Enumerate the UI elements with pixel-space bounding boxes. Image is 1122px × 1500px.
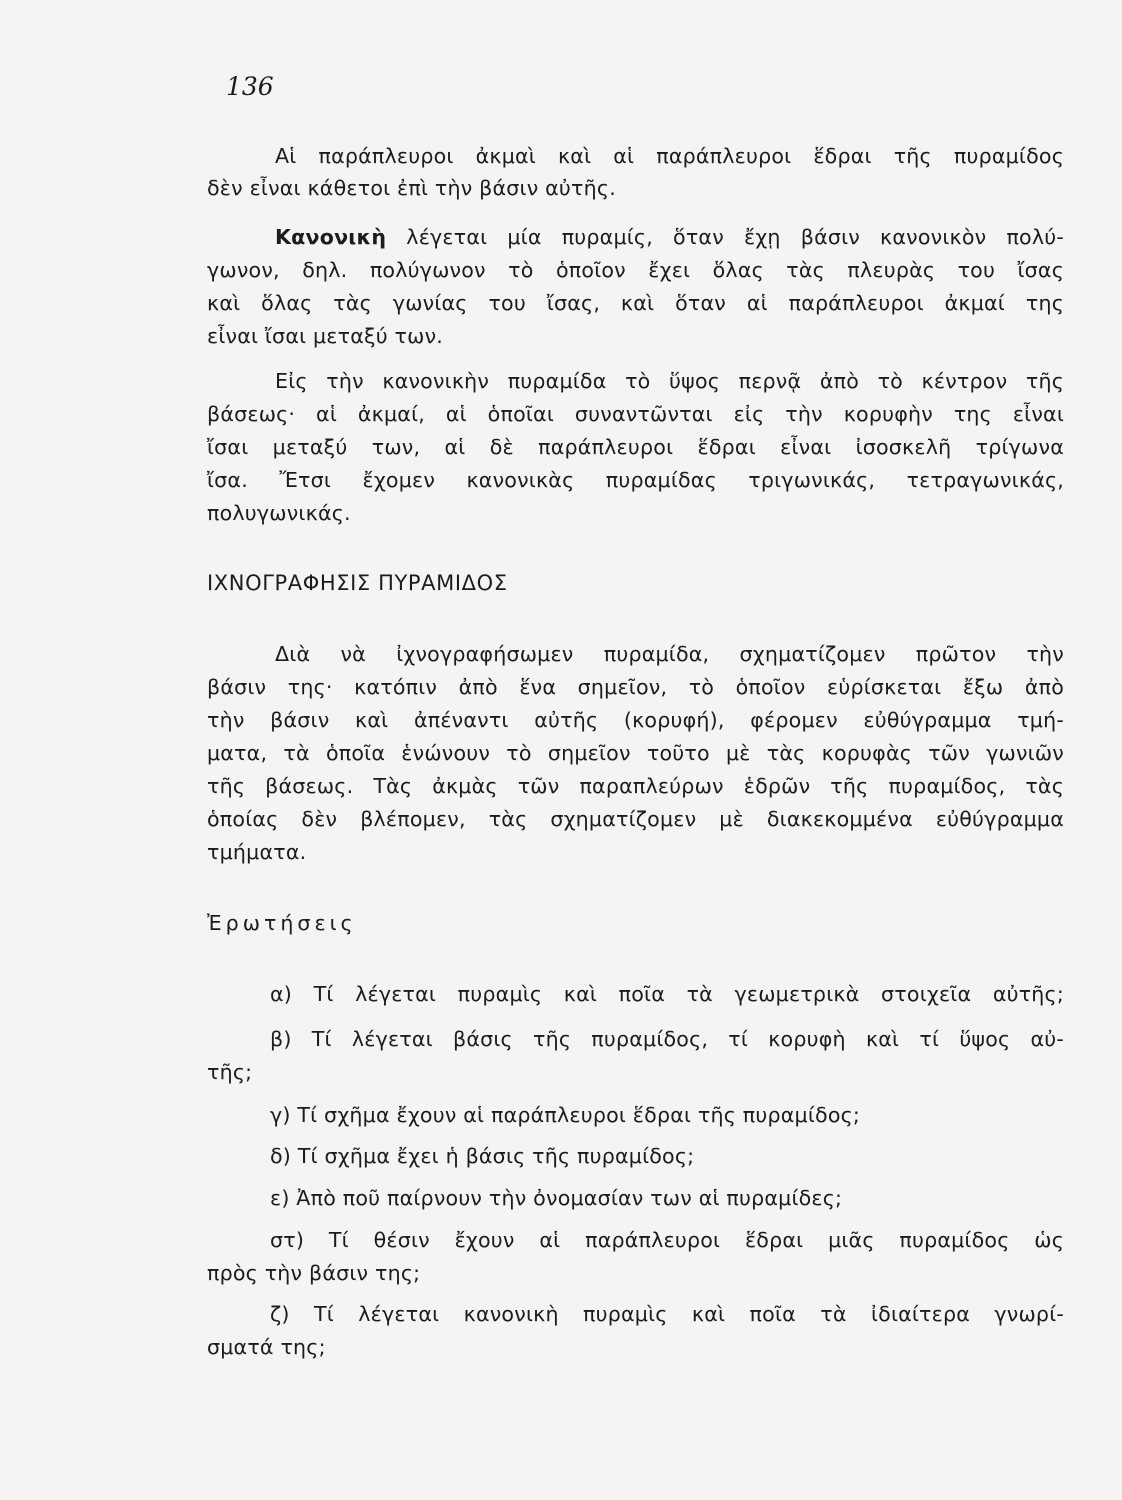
section-heading: ΙΧΝΟΓΡΑΦΗΣΙΣ ΠΥΡΑΜΙΔΟΣ: [207, 571, 508, 595]
question-st-line-1: στ) Τί θέσιν ἔχουν αἱ παράπλευροι ἕδραι μιᾶς πυραμίδος ὡς: [270, 1228, 1064, 1252]
question-e: ε) Ἀπὸ ποῦ παίρνουν τὴν ὀνομασίαν των αἱ πυραμίδες;: [270, 1186, 843, 1210]
paragraph-2-line-3: καὶ ὅλας τὰς γωνίας του ἴσας, καὶ ὅταν αἱ παράπλευροι ἀκμαί της: [207, 291, 1064, 315]
question-b-line-1: β) Τί λέγεται βάσις τῆς πυραμίδος, τί κορυφὴ καὶ τί ὕψος αὐ-: [270, 1027, 1064, 1051]
paragraph-4-line-4: ματα, τὰ ὁποῖα ἑνώνουν τὸ σημεῖον τοῦτο μὲ τὰς κορυφὰς τῶν γωνιῶν: [207, 741, 1064, 765]
question-st-line-2: πρὸς τὴν βάσιν της;: [207, 1261, 421, 1285]
paragraph-4-line-3: τὴν βάσιν καὶ ἀπέναντι αὐτῆς (κορυφή), φέρομεν εὐθύγραμμα τμή-: [207, 708, 1064, 732]
question-z-line-1: ζ) Τί λέγεται κανονικὴ πυραμὶς καὶ ποῖα τὰ ἰδιαίτερα γνωρί-: [270, 1302, 1064, 1326]
paragraph-3-line-2: βάσεως· αἱ ἀκμαί, αἱ ὁποῖαι συναντῶνται εἰς τὴν κορυφὴν της εἶναι: [207, 402, 1064, 426]
paragraph-2-line-1-rest: λέγεται μία πυραμίς, ὅταν ἔχῃ βάσιν κανονικὸν πολύ-: [386, 225, 1064, 249]
paragraph-3-line-5: πολυγωνικάς.: [207, 501, 351, 525]
paragraph-1-line-2: δὲν εἶναι κάθετοι ἐπὶ τὴν βάσιν αὐτῆς.: [207, 176, 616, 200]
paragraph-4-line-1: Διὰ νὰ ἰχνογραφήσωμεν πυραμίδα, σχηματίζομεν πρῶτον τὴν: [275, 642, 1064, 666]
paragraph-1-line-1: Αἱ παράπλευροι ἀκμαὶ καὶ αἱ παράπλευροι ἕδραι τῆς πυραμίδος: [275, 144, 1064, 168]
paragraph-3-line-3: ἴσαι μεταξύ των, αἱ δὲ παράπλευροι ἕδραι εἶναι ἰσοσκελῆ τρίγωνα: [207, 435, 1064, 459]
paragraph-2-line-1: [275, 222, 1064, 252]
question-d: δ) Τί σχῆμα ἔχει ἡ βάσις τῆς πυραμίδος;: [270, 1144, 695, 1168]
term-regular-pyramid: Κανονικὴ: [275, 225, 387, 249]
questions-title: Ἐρωτήσεις: [207, 911, 357, 935]
paragraph-4-line-6: ὁποίας δὲν βλέπομεν, τὰς σχηματίζομεν μὲ διακεκομμένα εὐθύγραμμα: [207, 807, 1064, 831]
paragraph-3-line-1: Εἰς τὴν κανονικὴν πυραμίδα τὸ ὕψος περνᾷ ἀπὸ τὸ κέντρον τῆς: [275, 369, 1064, 393]
paragraph-4-line-7: τμήματα.: [207, 840, 307, 864]
page-number: 136: [226, 72, 274, 101]
paragraph-2-line-2: γωνον, δηλ. πολύγωνον τὸ ὁποῖον ἔχει ὅλας τὰς πλευρὰς του ἴσας: [207, 258, 1064, 282]
question-c: γ) Τί σχῆμα ἔχουν αἱ παράπλευροι ἕδραι τῆς πυραμίδος;: [270, 1103, 861, 1127]
paragraph-2-line-4: εἶναι ἴσαι μεταξύ των.: [207, 324, 444, 348]
paragraph-4-line-2: βάσιν της· κατόπιν ἀπὸ ἕνα σημεῖον, τὸ ὁποῖον εὑρίσκεται ἔξω ἀπὸ: [207, 675, 1064, 699]
paragraph-3-line-4: ἴσα. Ἔτσι ἔχομεν κανονικὰς πυραμίδας τριγωνικάς, τετραγωνικάς,: [207, 468, 1064, 492]
paragraph-4-line-5: τῆς βάσεως. Τὰς ἀκμὰς τῶν παραπλεύρων ἑδρῶν τῆς πυραμίδος, τὰς: [207, 774, 1064, 798]
question-z-line-2: σματά της;: [207, 1335, 326, 1359]
question-b-line-2: τῆς;: [207, 1060, 253, 1084]
question-a: α) Τί λέγεται πυραμὶς καὶ ποῖα τὰ γεωμετρικὰ στοιχεῖα αὐτῆς;: [270, 982, 1064, 1006]
